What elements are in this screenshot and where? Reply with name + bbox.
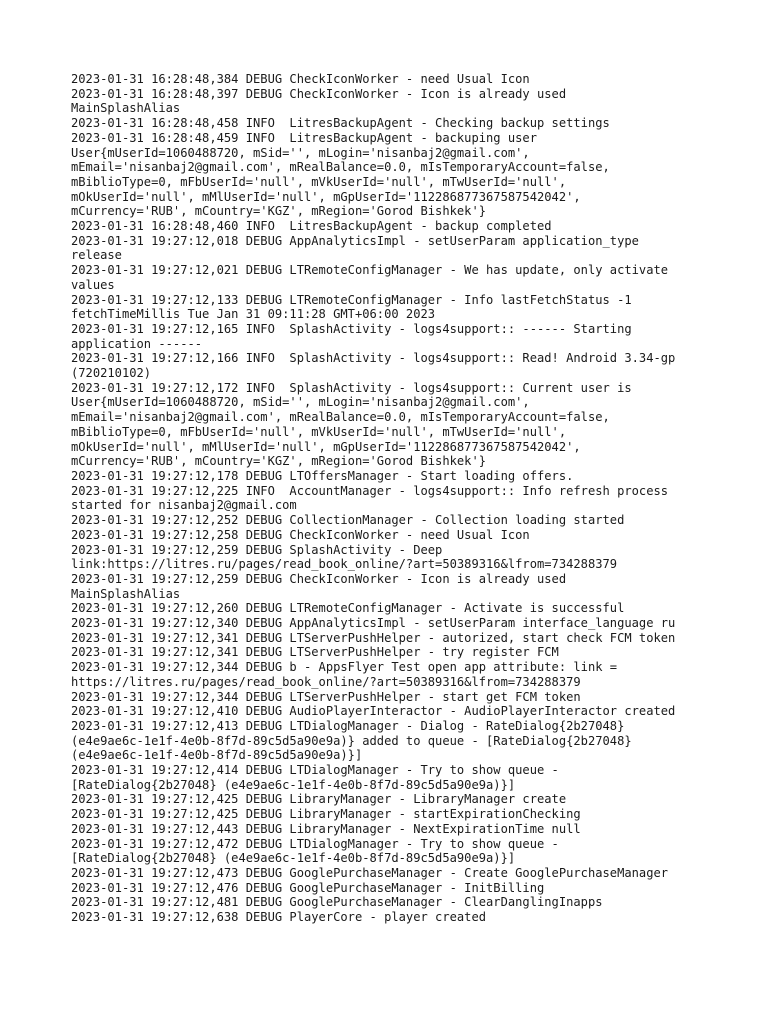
log-line: 2023-01-31 19:27:12,260 DEBUG LTRemoteConfigManager - Activate is successful bbox=[71, 601, 625, 616]
log-line: mBiblioType=0, mFbUserId='null', mVkUserId='null', mTwUserId='null', bbox=[71, 174, 567, 189]
log-line: 2023-01-31 19:27:12,472 DEBUG LTDialogManager - Try to show queue - bbox=[71, 836, 559, 851]
log-line: User{mUserId=1060488720, mSid='', mLogin='nisanbaj2@gmail.com', bbox=[71, 395, 530, 410]
log-line: mOkUserId='null', mMlUserId='null', mGpUserId='112286877367587542042', bbox=[71, 189, 581, 204]
log-line: 2023-01-31 19:27:12,021 DEBUG LTRemoteConfigManager - We has update, only activate bbox=[71, 263, 669, 278]
log-line: 2023-01-31 19:27:12,413 DEBUG LTDialogManager - Dialog - RateDialog{2b27048} bbox=[71, 718, 625, 733]
log-line: mBiblioType=0, mFbUserId='null', mVkUserId='null', mTwUserId='null', bbox=[71, 424, 567, 439]
log-line: (e4e9ae6c-1e1f-4e0b-8f7d-89c5d5a90e9a)}] bbox=[71, 748, 363, 763]
log-line: started for nisanbaj2@gmail.com bbox=[71, 498, 297, 513]
log-line: values bbox=[71, 277, 115, 292]
log-line: [RateDialog{2b27048} (e4e9ae6c-1e1f-4e0b-8f7d-89c5d5a90e9a)}] bbox=[71, 777, 516, 792]
log-line: 2023-01-31 19:27:12,410 DEBUG AudioPlayerInteractor - AudioPlayerInteractor created bbox=[71, 704, 676, 719]
log-line: 2023-01-31 19:27:12,481 DEBUG GooglePurchaseManager - ClearDanglingInapps bbox=[71, 895, 603, 910]
log-line: 2023-01-31 19:27:12,443 DEBUG LibraryManager - NextExpirationTime null bbox=[71, 821, 581, 836]
log-line: 2023-01-31 19:27:12,425 DEBUG LibraryManager - LibraryManager create bbox=[71, 792, 567, 807]
log-line: https://litres.ru/pages/read_book_online/?art=50389316&lfrom=734288379 bbox=[71, 674, 581, 689]
log-line: 2023-01-31 19:27:12,165 INFO SplashActivity - logs4support:: ------ Starting bbox=[71, 321, 632, 336]
log-line: link:https://litres.ru/pages/read_book_online/?art=50389316&lfrom=734288379 bbox=[71, 557, 618, 572]
log-line: 2023-01-31 16:28:48,384 DEBUG CheckIconWorker - need Usual Icon bbox=[71, 72, 530, 86]
log-line: 2023-01-31 16:28:48,397 DEBUG CheckIconWorker - Icon is already used bbox=[71, 86, 567, 101]
log-line: MainSplashAlias bbox=[71, 586, 181, 601]
log-line: 2023-01-31 16:28:48,460 INFO LitresBackupAgent - backup completed bbox=[71, 219, 552, 234]
log-line: mOkUserId='null', mMlUserId='null', mGpUserId='112286877367587542042', bbox=[71, 439, 581, 454]
log-line: 2023-01-31 19:27:12,425 DEBUG LibraryManager - startExpirationChecking bbox=[71, 807, 581, 822]
log-line: release bbox=[71, 248, 122, 263]
log-line: 2023-01-31 19:27:12,258 DEBUG CheckIconWorker - need Usual Icon bbox=[71, 527, 530, 542]
log-line: mCurrency='RUB', mCountry='KGZ', mRegion='Gorod Bishkek'} bbox=[71, 454, 487, 469]
log-line: [RateDialog{2b27048} (e4e9ae6c-1e1f-4e0b-8f7d-89c5d5a90e9a)}] bbox=[71, 851, 516, 866]
log-line: 2023-01-31 19:27:12,473 DEBUG GooglePurchaseManager - Create GooglePurchaseManager bbox=[71, 865, 669, 880]
log-line: 2023-01-31 19:27:12,638 DEBUG PlayerCore - player created bbox=[71, 910, 487, 925]
log-line: 2023-01-31 19:27:12,259 DEBUG SplashActivity - Deep bbox=[71, 542, 443, 557]
log-line: 2023-01-31 19:27:12,178 DEBUG LTOffersManager - Start loading offers. bbox=[71, 468, 574, 483]
log-line: 2023-01-31 19:27:12,340 DEBUG AppAnalyticsImpl - setUserParam interface_language ru bbox=[71, 616, 676, 631]
log-line: 2023-01-31 19:27:12,252 DEBUG CollectionManager - Collection loading started bbox=[71, 513, 625, 528]
log-line: 2023-01-31 19:27:12,341 DEBUG LTServerPushHelper - try register FCM bbox=[71, 645, 559, 660]
log-line: User{mUserId=1060488720, mSid='', mLogin='nisanbaj2@gmail.com', bbox=[71, 145, 530, 160]
log-document bbox=[71, 72, 711, 925]
log-line: application ------ bbox=[71, 336, 203, 351]
log-line: 2023-01-31 19:27:12,344 DEBUG b - AppsFlyer Test open app attribute: link = bbox=[71, 660, 618, 675]
log-line: (720210102) bbox=[71, 366, 152, 381]
log-line: 2023-01-31 19:27:12,476 DEBUG GooglePurchaseManager - InitBilling bbox=[71, 880, 545, 895]
log-line: fetchTimeMillis Tue Jan 31 09:11:28 GMT+06:00 2023 bbox=[71, 307, 436, 322]
log-line: MainSplashAlias bbox=[71, 101, 181, 116]
log-line: 2023-01-31 19:27:12,414 DEBUG LTDialogManager - Try to show queue - bbox=[71, 763, 559, 778]
log-line: 2023-01-31 19:27:12,225 INFO AccountManager - logs4support:: Info refresh process bbox=[71, 483, 669, 498]
log-line: 2023-01-31 16:28:48,459 INFO LitresBackupAgent - backuping user bbox=[71, 130, 537, 145]
log-line: 2023-01-31 19:27:12,344 DEBUG LTServerPushHelper - start get FCM token bbox=[71, 689, 581, 704]
log-line: 2023-01-31 19:27:12,018 DEBUG AppAnalyticsImpl - setUserParam application_type bbox=[71, 233, 639, 248]
log-line: 2023-01-31 19:27:12,133 DEBUG LTRemoteConfigManager - Info lastFetchStatus -1 bbox=[71, 292, 632, 307]
log-line: 2023-01-31 19:27:12,172 INFO SplashActivity - logs4support:: Current user is bbox=[71, 380, 632, 395]
log-line: 2023-01-31 19:27:12,166 INFO SplashActivity - logs4support:: Read! Android 3.34-gp bbox=[71, 351, 676, 366]
log-line: 2023-01-31 19:27:12,341 DEBUG LTServerPushHelper - autorized, start check FCM token bbox=[71, 630, 676, 645]
log-line: mEmail='nisanbaj2@gmail.com', mRealBalance=0.0, mIsTemporaryAccount=false, bbox=[71, 410, 610, 425]
log-line: mEmail='nisanbaj2@gmail.com', mRealBalance=0.0, mIsTemporaryAccount=false, bbox=[71, 160, 610, 175]
log-line: mCurrency='RUB', mCountry='KGZ', mRegion='Gorod Bishkek'} bbox=[71, 204, 487, 219]
log-line: (e4e9ae6c-1e1f-4e0b-8f7d-89c5d5a90e9a)} added to queue - [RateDialog{2b27048} bbox=[71, 733, 632, 748]
log-line: 2023-01-31 19:27:12,259 DEBUG CheckIconWorker - Icon is already used bbox=[71, 571, 567, 586]
log-line: 2023-01-31 16:28:48,458 INFO LitresBackupAgent - Checking backup settings bbox=[71, 116, 610, 131]
